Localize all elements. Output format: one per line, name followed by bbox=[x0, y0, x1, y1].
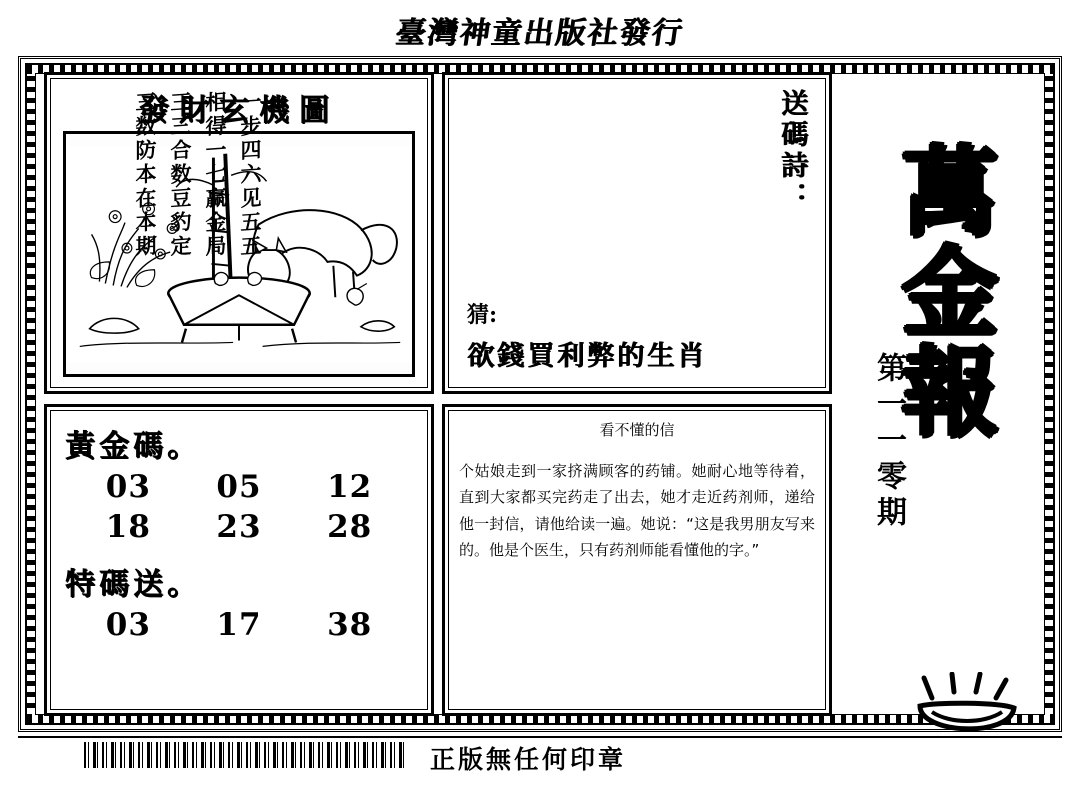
number-cell: 12 bbox=[327, 469, 373, 505]
masthead bbox=[856, 132, 1056, 732]
content-area bbox=[36, 72, 1044, 716]
poem-lines bbox=[135, 91, 765, 259]
special-code-row bbox=[47, 603, 431, 643]
poem-line: 三三合数豆豹定 bbox=[168, 90, 193, 260]
number-cell: 18 bbox=[105, 509, 151, 545]
story-body: 个姑娘走到一家挤满顾客的药铺。她耐心地等待着，直到大家都买完药走了出去，她才走近药剂师，递给他一封信，请他给读一遍。她说：“这是我男朋友写来的。他是个医生，只有药剂师能看懂他的字。” bbox=[459, 462, 815, 559]
poem-line: 一步四六见五五 bbox=[238, 90, 263, 260]
number-cell: 38 bbox=[327, 607, 373, 643]
picture-panel-title: 發財玄機圖 bbox=[139, 93, 339, 128]
poem-line: 三数防本在本期 bbox=[133, 90, 158, 260]
publisher-banner: 臺灣神童出版社發行 bbox=[393, 16, 686, 51]
number-cell: 23 bbox=[216, 509, 262, 545]
story-title: 看不懂的信 bbox=[599, 421, 675, 439]
riddle-label: 猜: bbox=[467, 302, 498, 328]
gold-code-heading: 黃金碼。 bbox=[65, 429, 201, 464]
masthead-issue: 第一一零期 bbox=[871, 352, 906, 532]
gold-code-row bbox=[47, 465, 431, 505]
smile-emblem-svg bbox=[914, 672, 1034, 742]
masthead-title: 萬金報 bbox=[886, 142, 1000, 442]
number-cell: 05 bbox=[216, 469, 262, 505]
smile-emblem-icon bbox=[914, 672, 1034, 742]
number-cell: 17 bbox=[216, 607, 262, 643]
riddle-text: 欲錢買利弊的生肖 bbox=[467, 341, 707, 372]
footer-text: 正版無任何印章 bbox=[430, 745, 627, 774]
poem-line: 相得一七赢金局 bbox=[203, 90, 228, 260]
gold-code-row bbox=[47, 505, 431, 545]
number-cell: 03 bbox=[105, 607, 151, 643]
number-cell: 28 bbox=[327, 509, 373, 545]
numbers-panel bbox=[44, 404, 434, 716]
footer-divider bbox=[18, 736, 1062, 738]
number-cell: 03 bbox=[105, 469, 151, 505]
poem-panel-title: 送碼詩： bbox=[776, 89, 807, 213]
story-panel bbox=[442, 404, 832, 716]
barcode bbox=[84, 742, 408, 768]
special-code-heading: 特碼送。 bbox=[65, 567, 201, 602]
